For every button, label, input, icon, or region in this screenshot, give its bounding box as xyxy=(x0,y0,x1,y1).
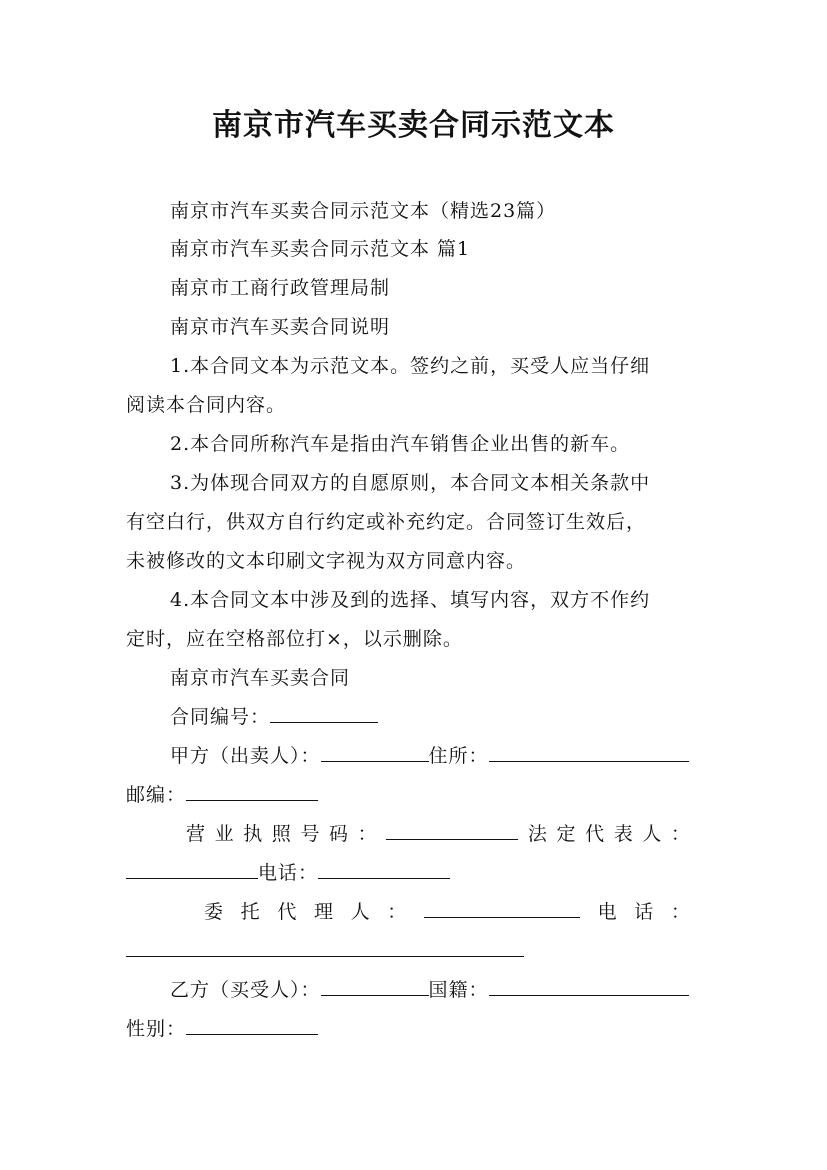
agent-char: 理 xyxy=(313,901,333,923)
nationality-label: 国籍： xyxy=(428,979,489,1001)
note-3-line-3: 未被修改的文本印刷文字视为双方同意内容。 xyxy=(126,550,527,572)
license-legal-rep-row xyxy=(186,821,690,847)
note-1-line-2: 阅读本合同内容。 xyxy=(126,394,287,416)
agent-char: 委 xyxy=(204,901,224,923)
gender-blank[interactable] xyxy=(186,1016,318,1035)
party-a-name-blank[interactable] xyxy=(321,743,429,762)
party-a-label: 甲方（出卖人）： xyxy=(170,745,321,767)
phone-blank[interactable] xyxy=(318,860,450,879)
section-heading: 南京市汽车买卖合同示范文本 篇1 xyxy=(170,238,471,260)
license-char: 执 xyxy=(243,823,263,845)
agent-phone-row xyxy=(204,899,690,925)
note-1-line-1: 1.本合同文本为示范文本。签约之前，买受人应当仔细 xyxy=(170,355,651,377)
explanation-heading: 南京市汽车买卖合同说明 xyxy=(170,316,391,338)
party-b-name-blank[interactable] xyxy=(321,977,429,996)
note-3-line-1: 3.为体现合同双方的自愿原则，本合同文本相关条款中 xyxy=(170,472,651,494)
agent-phone-blank[interactable] xyxy=(126,938,524,957)
license-char: ： xyxy=(357,823,377,845)
gender-label: 性别： xyxy=(126,1018,187,1040)
note-3-line-2: 有空白行，供双方自行约定或补充约定。合同签订生效后， xyxy=(126,511,647,533)
postcode-row xyxy=(126,782,318,808)
contract-number-row xyxy=(170,704,378,730)
legal-rep-char: 代 xyxy=(585,823,605,845)
legal-rep-char: 表 xyxy=(613,823,633,845)
contract-heading: 南京市汽车买卖合同 xyxy=(170,667,351,689)
legal-rep-char: 定 xyxy=(556,823,576,845)
agent-phone-char: ： xyxy=(670,901,690,923)
legal-rep-char: 法 xyxy=(527,823,547,845)
note-4-line-1: 4.本合同文本中涉及到的选择、填写内容，双方不作约 xyxy=(170,589,651,611)
license-char: 照 xyxy=(271,823,291,845)
agent-phone-blank-row xyxy=(126,938,524,964)
license-number-blank[interactable] xyxy=(386,821,518,840)
issuer-line: 南京市工商行政管理局制 xyxy=(170,277,391,299)
license-char: 号 xyxy=(300,823,320,845)
document-title: 南京市汽车买卖合同示范文本 xyxy=(212,108,615,143)
party-b-label: 乙方（买受人）： xyxy=(170,979,321,1001)
note-2: 2.本合同所称汽车是指由汽车销售企业出售的新车。 xyxy=(170,433,631,455)
phone-label: 电话： xyxy=(258,862,319,884)
agent-char: 托 xyxy=(240,901,260,923)
license-char: 营 xyxy=(186,823,206,845)
legal-rep-phone-row xyxy=(126,860,450,886)
agent-phone-char: 话 xyxy=(634,901,654,923)
gender-row xyxy=(126,1016,318,1042)
note-4-line-2: 定时，应在空格部位打×，以示删除。 xyxy=(126,628,463,650)
legal-rep-blank[interactable] xyxy=(126,860,258,879)
agent-char: ： xyxy=(387,901,407,923)
agent-char: 人 xyxy=(350,901,370,923)
legal-rep-char: ： xyxy=(670,823,690,845)
license-char: 码 xyxy=(329,823,349,845)
party-b-row xyxy=(170,977,689,1003)
license-char: 业 xyxy=(214,823,234,845)
agent-char: 代 xyxy=(277,901,297,923)
party-a-row xyxy=(170,743,689,769)
address-blank[interactable] xyxy=(489,743,689,762)
agent-phone-char: 电 xyxy=(597,901,617,923)
subtitle: 南京市汽车买卖合同示范文本（精选23篇） xyxy=(170,200,557,222)
legal-rep-char: 人 xyxy=(642,823,662,845)
postcode-label: 邮编： xyxy=(126,784,187,806)
address-label: 住所： xyxy=(428,745,489,767)
agent-blank[interactable] xyxy=(424,899,580,918)
postcode-blank[interactable] xyxy=(186,782,318,801)
nationality-blank[interactable] xyxy=(489,977,689,996)
contract-number-blank[interactable] xyxy=(270,704,378,723)
contract-number-label: 合同编号： xyxy=(170,706,271,728)
